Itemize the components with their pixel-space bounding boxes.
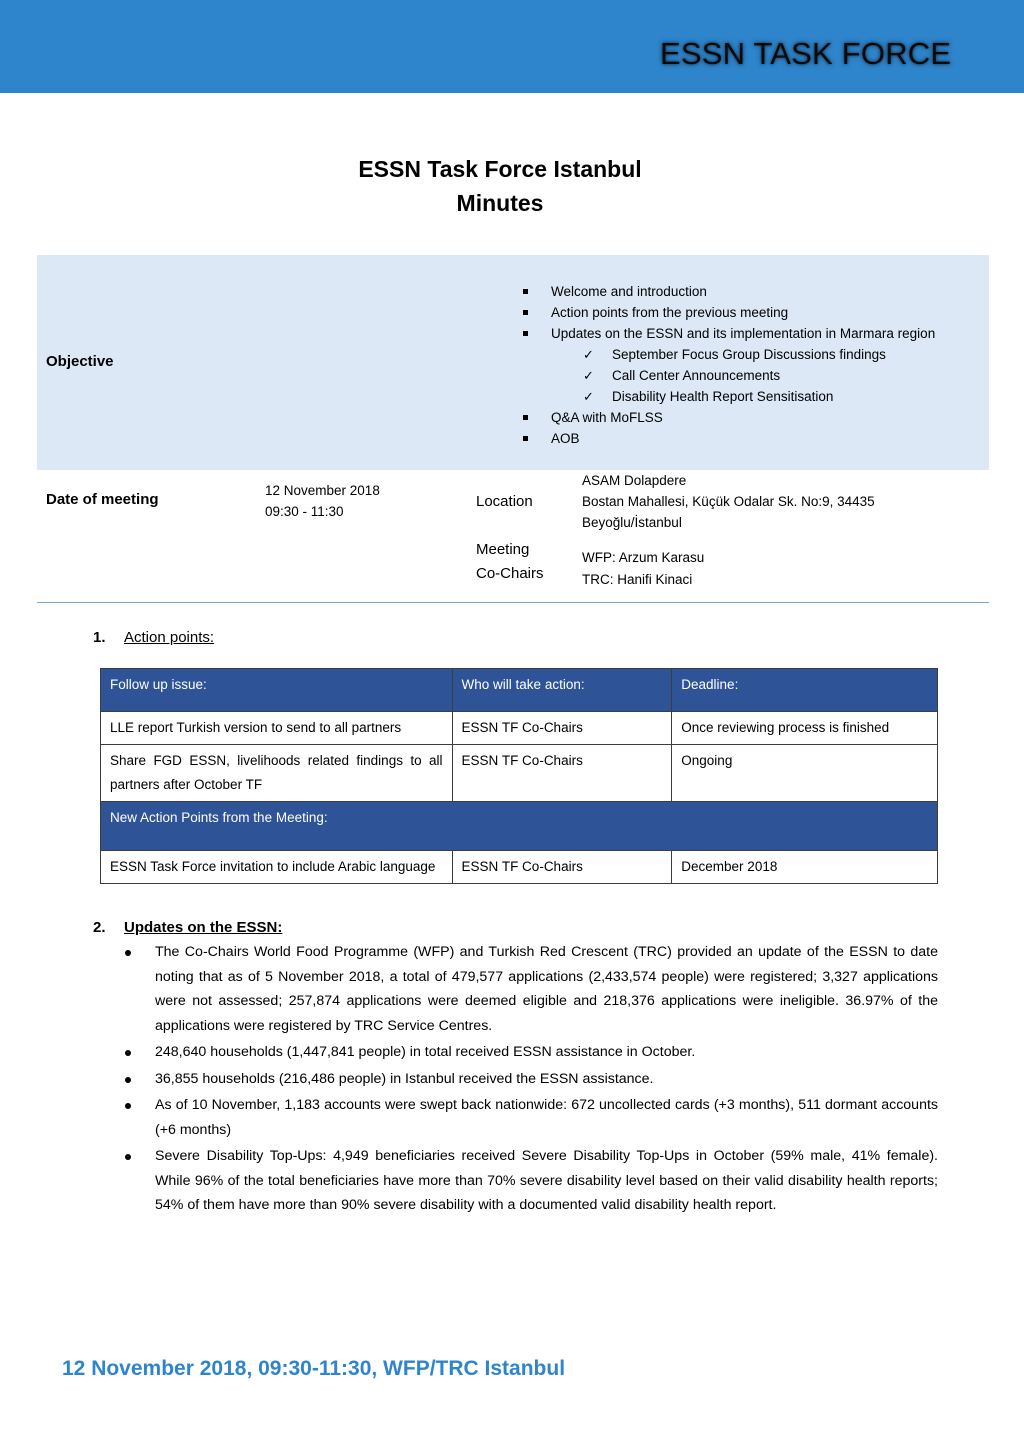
- updates-heading: Updates on the ESSN:: [124, 919, 283, 936]
- location-line: Bostan Mahallesi, Küçük Odalar Sk. No:9, 34435: [582, 494, 875, 509]
- cochair-name: TRC: Hanifi Kinaci: [582, 572, 693, 587]
- objective-subitem: ✓ Disability Health Report Sensitisation: [517, 386, 935, 407]
- meeting-info-table: [37, 255, 989, 603]
- cochairs-label: [476, 538, 544, 586]
- objective-item: Q&A with MoFLSS: [517, 407, 935, 428]
- section-number: 1.: [93, 629, 106, 646]
- table-row: [101, 745, 938, 802]
- table-header-row: [101, 669, 938, 712]
- table-row: [101, 851, 938, 884]
- issue-cell: Share FGD ESSN, livelihoods related findings to all partners after October TF: [101, 745, 453, 802]
- document-title: ESSN Task Force Istanbul: [358, 156, 642, 182]
- location-label: Location: [476, 493, 533, 510]
- update-bullet: Severe Disability Top-Ups: 4,949 beneficiaries received Severe Disability Top-Ups in October (59% male, 41% female). While 96% of the total beneficiaries have more than 70% severe disability level based on their valid disability health reports; 54% of them have more than 90% severe disability with a documented valid disability health report.: [123, 1144, 938, 1218]
- table-row: [101, 712, 938, 745]
- objective-label: Objective: [46, 353, 114, 370]
- who-cell: ESSN TF Co-Chairs: [452, 712, 672, 745]
- objective-row: [37, 255, 989, 470]
- column-header: Deadline:: [672, 669, 938, 712]
- update-bullet: 36,855 households (216,486 people) in Istanbul received the ESSN assistance.: [123, 1067, 938, 1092]
- update-bullet: As of 10 November, 1,183 accounts were swept back nationwide: 672 uncollected cards (+3 months), 511 dormant accounts (+6 months): [123, 1093, 938, 1142]
- column-header: Follow up issue:: [101, 669, 453, 712]
- meeting-date: 12 November 2018: [265, 483, 380, 498]
- location-line: Beyoğlu/İstanbul: [582, 515, 682, 530]
- objective-subitem: ✓ September Focus Group Discussions findings: [517, 344, 935, 365]
- header-banner: [0, 0, 1024, 93]
- update-bullet: 248,640 households (1,447,841 people) in total received ESSN assistance in October.: [123, 1040, 938, 1065]
- cochair-name: WFP: Arzum Karasu: [582, 550, 705, 565]
- banner-title: ESSN TASK FORCE: [660, 36, 952, 71]
- footer-text: 12 November 2018, 09:30-11:30, WFP/TRC Istanbul: [62, 1357, 566, 1380]
- objective-item: Welcome and introduction: [517, 281, 935, 302]
- objective-item: Action points from the previous meeting: [517, 302, 935, 323]
- new-action-points-header-row: [101, 802, 938, 851]
- action-points-heading: Action points:: [124, 629, 215, 646]
- date-label: Date of meeting: [46, 491, 159, 508]
- deadline-cell: Ongoing: [672, 745, 938, 802]
- document-subtitle: Minutes: [456, 190, 544, 216]
- objective-subitem: ✓ Call Center Announcements: [517, 365, 935, 386]
- who-cell: ESSN TF Co-Chairs: [452, 851, 672, 884]
- action-points-table: [100, 668, 938, 884]
- cochairs-label-line: Co-Chairs: [476, 565, 544, 582]
- objective-item: AOB: [517, 428, 935, 449]
- column-header: Who will take action:: [452, 669, 672, 712]
- update-bullet: The Co-Chairs World Food Programme (WFP) and Turkish Red Crescent (TRC) provided an update of the ESSN to date noting that as of 5 November 2018, a total of 479,577 applications (2,433,574 people) were registered; 3,327 applications were not assessed; 257,874 applications were deemed eligible and 218,376 applications were ineligible. 36.97% of the applications were registered by TRC Service Centres.: [123, 940, 938, 1038]
- deadline-cell: Once reviewing process is finished: [672, 712, 938, 745]
- meeting-details-row: [37, 470, 989, 603]
- document-title-block: [0, 152, 1000, 220]
- new-action-points-heading: New Action Points from the Meeting:: [101, 802, 938, 851]
- updates-list: [123, 940, 938, 1220]
- issue-cell: LLE report Turkish version to send to all partners: [101, 712, 453, 745]
- who-cell: ESSN TF Co-Chairs: [452, 745, 672, 802]
- objective-list: [517, 281, 935, 449]
- meeting-time: 09:30 - 11:30: [265, 504, 344, 519]
- issue-cell: ESSN Task Force invitation to include Arabic language: [101, 851, 453, 884]
- cochairs-label-line: Meeting: [476, 541, 530, 558]
- section-number: 2.: [93, 919, 106, 936]
- objective-item: Updates on the ESSN and its implementation in Marmara region: [517, 323, 935, 344]
- deadline-cell: December 2018: [672, 851, 938, 884]
- location-line: ASAM Dolapdere: [582, 473, 687, 488]
